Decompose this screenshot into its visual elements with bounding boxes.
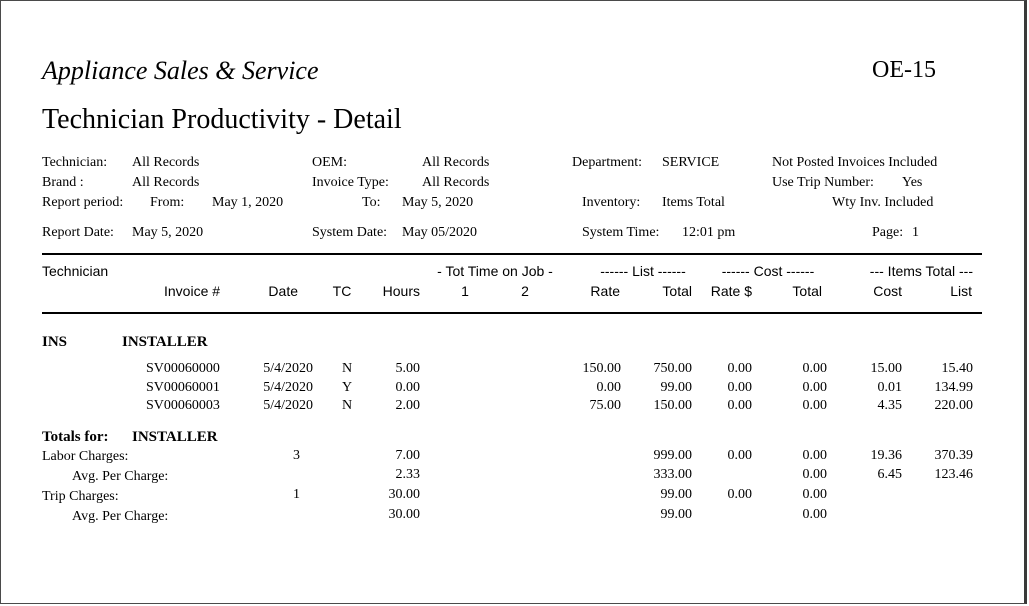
col-hours: Hours [382, 283, 420, 299]
list-rate-value: 75.00 [589, 398, 621, 413]
invoice-number: SV00060000 [146, 361, 220, 376]
to-label: To: [362, 195, 381, 210]
hours-value: 2.00 [395, 398, 420, 413]
inventory-label: Inventory: [582, 195, 641, 210]
list-rate-value: 0.00 [596, 380, 621, 395]
col-tc: TC [332, 283, 352, 299]
labor-avg-hours: 2.33 [395, 467, 420, 482]
brand-value: All Records [132, 175, 200, 190]
labor-items-list: 370.39 [934, 448, 973, 463]
company-name: Appliance Sales & Service [42, 56, 319, 85]
trip-list-total: 99.00 [660, 487, 692, 502]
system-time-value: 12:01 pm [682, 225, 736, 240]
items-cost-value: 15.00 [870, 361, 902, 376]
labor-count: 3 [293, 448, 300, 463]
trip-cost-total: 0.00 [802, 487, 827, 502]
cost-total-value: 0.00 [802, 380, 827, 395]
report-code: OE-15 [872, 57, 936, 83]
cost-total-value: 0.00 [802, 361, 827, 376]
cost-rate-value: 0.00 [727, 380, 752, 395]
labor-avg-items-cost: 6.45 [877, 467, 902, 482]
trip-charges-label: Trip Charges: [42, 489, 119, 504]
oem-label: OEM: [312, 155, 347, 170]
page-label: Page: [872, 225, 904, 240]
header-top-rule [42, 253, 982, 255]
items-list-value: 134.99 [934, 380, 973, 395]
labor-cost-rate: 0.00 [727, 448, 752, 463]
department-value: SERVICE [662, 155, 720, 170]
items-list-value: 15.40 [941, 361, 973, 376]
cost-rate-value: 0.00 [727, 361, 752, 376]
trip-cost-rate: 0.00 [727, 487, 752, 502]
labor-cost-total: 0.00 [802, 448, 827, 463]
hours-value: 0.00 [395, 380, 420, 395]
items-cost-value: 0.01 [877, 380, 902, 395]
labor-list-total: 999.00 [653, 448, 692, 463]
trip-hours: 30.00 [388, 487, 420, 502]
list-rate-value: 150.00 [582, 361, 621, 376]
items-cost-value: 4.35 [877, 398, 902, 413]
labor-charges-label: Labor Charges: [42, 449, 129, 464]
invoice-date: 5/4/2020 [263, 398, 313, 413]
col-group-list: ------ List ------ [600, 263, 686, 279]
labor-avg-cost-total: 0.00 [802, 467, 827, 482]
list-total-value: 99.00 [660, 380, 692, 395]
totals-name: INSTALLER [132, 429, 218, 445]
technician-value: All Records [132, 155, 200, 170]
to-value: May 5, 2020 [402, 195, 474, 210]
system-date-label: System Date: [312, 225, 388, 240]
from-label: From: [150, 195, 185, 210]
cost-total-value: 0.00 [802, 398, 827, 413]
trip-count: 1 [293, 487, 300, 502]
invoice-date: 5/4/2020 [263, 361, 313, 376]
col-items-list: List [950, 283, 972, 299]
header-bottom-rule [42, 312, 982, 314]
system-date-value: May 05/2020 [402, 225, 478, 240]
col-cost-total: Total [792, 283, 822, 299]
labor-avg-label: Avg. Per Charge: [72, 469, 169, 484]
tc-value: N [341, 398, 353, 413]
col-two: 2 [521, 283, 529, 299]
trip-avg-label: Avg. Per Charge: [72, 509, 169, 524]
labor-hours: 7.00 [395, 448, 420, 463]
list-total-value: 750.00 [653, 361, 692, 376]
col-group-tot-time: - Tot Time on Job - [437, 263, 553, 279]
list-total-value: 150.00 [653, 398, 692, 413]
trip-avg-cost-total: 0.00 [802, 507, 827, 522]
items-list-value: 220.00 [934, 398, 973, 413]
brand-label: Brand : [42, 175, 84, 190]
invoice-number: SV00060001 [146, 380, 220, 395]
col-technician: Technician [42, 263, 109, 279]
from-value: May 1, 2020 [212, 195, 284, 210]
period-label: Report period: [42, 195, 124, 210]
system-time-label: System Time: [582, 225, 660, 240]
group-name: INSTALLER [122, 334, 208, 350]
invoice-number: SV00060003 [146, 398, 220, 413]
labor-avg-items-list: 123.46 [934, 467, 973, 482]
trip-label: Use Trip Number: [772, 175, 874, 190]
invoice-type-value: All Records [422, 175, 490, 190]
col-cost-rate: Rate $ [710, 283, 752, 299]
invoice-type-label: Invoice Type: [312, 175, 389, 190]
col-list-rate: Rate [590, 283, 620, 299]
invoice-date: 5/4/2020 [263, 380, 313, 395]
report-date-value: May 5, 2020 [132, 225, 204, 240]
col-one: 1 [461, 283, 469, 299]
col-items-cost: Cost [873, 283, 902, 299]
trip-value: Yes [902, 175, 923, 190]
trip-avg-list-total: 99.00 [660, 507, 692, 522]
col-group-items: --- Items Total --- [869, 263, 973, 279]
report-date-label: Report Date: [42, 225, 114, 240]
hours-value: 5.00 [395, 361, 420, 376]
col-invoice: Invoice # [164, 283, 221, 299]
cost-rate-value: 0.00 [727, 398, 752, 413]
col-date: Date [268, 283, 298, 299]
trip-avg-hours: 30.00 [388, 507, 420, 522]
technician-label: Technician: [42, 155, 108, 170]
oem-value: All Records [422, 155, 490, 170]
wty-note: Wty Inv. Included [832, 195, 934, 210]
inventory-value: Items Total [662, 195, 725, 210]
not-posted-note: Not Posted Invoices Included [772, 155, 938, 170]
report-title: Technician Productivity - Detail [42, 104, 402, 135]
tc-value: Y [341, 380, 353, 395]
totals-label: Totals for: [42, 429, 109, 445]
labor-items-cost: 19.36 [870, 448, 902, 463]
col-list-total: Total [662, 283, 692, 299]
labor-avg-list-total: 333.00 [653, 467, 692, 482]
col-group-cost: ------ Cost ------ [721, 263, 815, 279]
department-label: Department: [572, 155, 642, 170]
tc-value: N [341, 361, 353, 376]
page-value: 1 [912, 225, 919, 240]
group-code: INS [42, 334, 68, 350]
